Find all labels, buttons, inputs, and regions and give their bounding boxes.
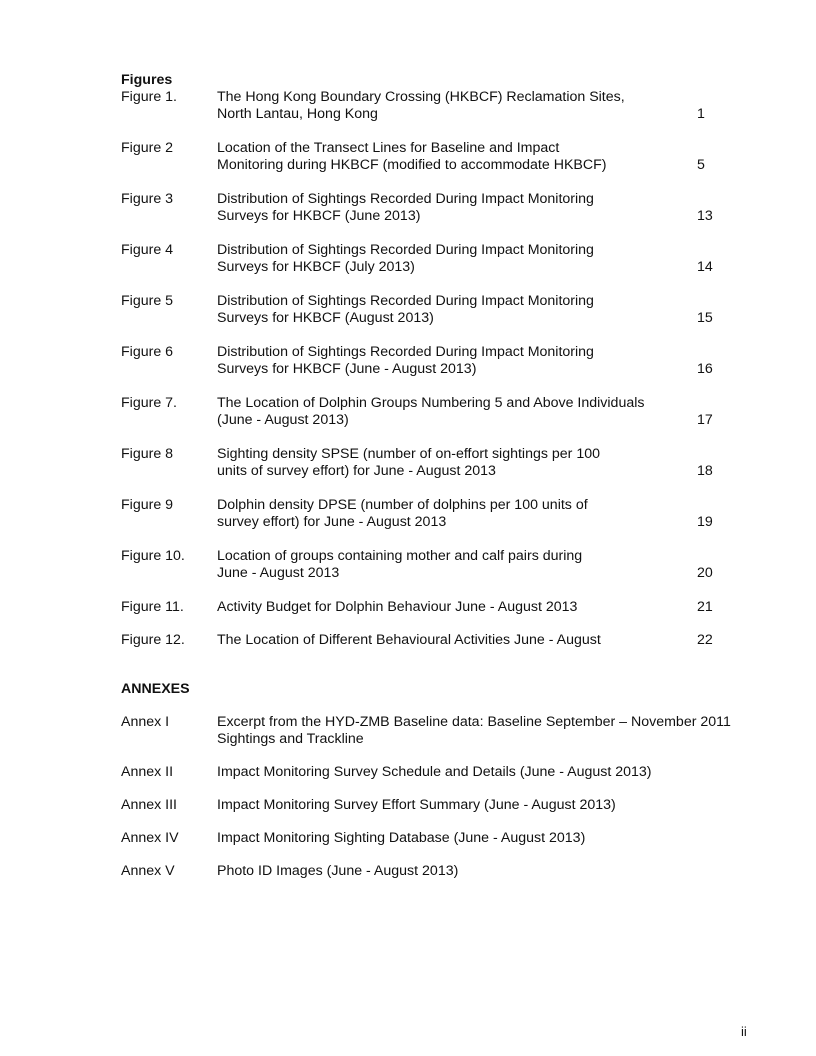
figure-title	[217, 242, 687, 276]
annex-title: Photo ID Images (June - August 2013)	[217, 863, 459, 879]
figure-entry	[121, 344, 721, 378]
figure-label: Figure 5	[121, 293, 174, 309]
figure-page-number: 13	[697, 208, 713, 224]
page-number: ii	[741, 1024, 747, 1039]
figure-title-line: The Location of Different Behavioural Activities June - August	[217, 632, 601, 648]
figure-label: Figure 8	[121, 446, 174, 462]
figure-title	[217, 89, 687, 123]
figure-title-line: Distribution of Sightings Recorded During Impact Monitoring	[217, 344, 594, 360]
figure-entry	[121, 497, 721, 531]
figure-title-line: Dolphin density DPSE (number of dolphins per 100 units of	[217, 497, 588, 513]
figure-title-line: Sighting density SPSE (number of on-effort sightings per 100	[217, 446, 601, 462]
figure-label: Figure 6	[121, 344, 174, 360]
annex-title-line: Excerpt from the HYD-ZMB Baseline data: Baseline September – November 2011	[217, 714, 731, 730]
figure-page-number: 22	[697, 632, 713, 648]
annex-label: Annex IV	[121, 830, 179, 846]
annex-title: Impact Monitoring Sighting Database (June - August 2013)	[217, 830, 586, 846]
annex-label: Annex V	[121, 863, 175, 879]
annex-label: Annex II	[121, 764, 174, 780]
figure-entry	[121, 446, 721, 480]
figure-title	[217, 191, 687, 225]
figure-entry	[121, 140, 721, 174]
figure-title	[217, 395, 687, 429]
annex-title	[217, 714, 757, 748]
figure-page-number: 17	[697, 412, 713, 428]
figure-title	[217, 497, 687, 531]
figure-title	[217, 140, 687, 174]
figure-title-line: units of survey effort) for June - August 2013	[217, 463, 496, 479]
annex-title: Impact Monitoring Survey Effort Summary (June - August 2013)	[217, 797, 616, 813]
figure-title	[217, 344, 687, 378]
figure-title-line: Surveys for HKBCF (June 2013)	[217, 208, 421, 224]
figure-title-line: Location of the Transect Lines for Baseline and Impact	[217, 140, 560, 156]
figure-label: Figure 12.	[121, 632, 185, 648]
figure-page-number: 20	[697, 565, 713, 581]
figures-heading: Figures	[121, 72, 173, 88]
figure-label: Figure 1.	[121, 89, 177, 105]
figure-entry	[121, 632, 721, 649]
figure-entry	[121, 89, 721, 123]
annex-entry	[121, 714, 761, 748]
figure-label: Figure 2	[121, 140, 174, 156]
figure-entry	[121, 293, 721, 327]
annex-label: Annex III	[121, 797, 177, 813]
figure-entry	[121, 548, 721, 582]
annex-title-line: Sightings and Trackline	[217, 731, 364, 747]
annex-entry	[121, 764, 761, 781]
figure-title-line: June - August 2013	[217, 565, 340, 581]
figure-label: Figure 3	[121, 191, 174, 207]
figure-label: Figure 4	[121, 242, 174, 258]
figures-list	[121, 72, 721, 649]
figure-entry	[121, 395, 721, 429]
figure-page-number: 14	[697, 259, 713, 275]
figure-title-line: Monitoring during HKBCF (modified to accommodate HKBCF)	[217, 157, 607, 173]
figure-page-number: 15	[697, 310, 713, 326]
figure-title-line: The Hong Kong Boundary Crossing (HKBCF) Reclamation Sites,	[217, 89, 625, 105]
figure-label: Figure 10.	[121, 548, 185, 564]
annex-entry	[121, 797, 761, 814]
figure-title	[217, 599, 687, 616]
annex-title: Impact Monitoring Survey Schedule and Details (June - August 2013)	[217, 764, 652, 780]
figure-title-line: Surveys for HKBCF (July 2013)	[217, 259, 415, 275]
figure-title-line: survey effort) for June - August 2013	[217, 514, 447, 530]
figure-label: Figure 11.	[121, 599, 184, 615]
annexes-list	[121, 681, 761, 880]
annex-label: Annex I	[121, 714, 170, 730]
figure-page-number: 5	[697, 157, 705, 173]
figure-title-line: Distribution of Sightings Recorded During Impact Monitoring	[217, 242, 594, 258]
figure-title	[217, 293, 687, 327]
figure-page-number: 16	[697, 361, 713, 377]
annexes-heading: ANNEXES	[121, 681, 190, 697]
figure-page-number: 18	[697, 463, 713, 479]
figure-entry	[121, 191, 721, 225]
figure-label: Figure 9	[121, 497, 174, 513]
figure-page-number: 19	[697, 514, 713, 530]
figure-title-line: Surveys for HKBCF (June - August 2013)	[217, 361, 477, 377]
figure-entry	[121, 599, 721, 616]
figure-title-line: Distribution of Sightings Recorded During Impact Monitoring	[217, 191, 594, 207]
figure-entry	[121, 242, 721, 276]
annex-entry	[121, 830, 761, 847]
figure-title-line: Location of groups containing mother and calf pairs during	[217, 548, 583, 564]
figure-title	[217, 446, 687, 480]
figure-page-number: 1	[697, 106, 705, 122]
figure-title-line: Surveys for HKBCF (August 2013)	[217, 310, 434, 326]
figure-title	[217, 632, 687, 649]
figure-title-line: The Location of Dolphin Groups Numbering 5 and Above Individuals	[217, 395, 645, 411]
figure-page-number: 21	[697, 599, 713, 615]
figure-title-line: (June - August 2013)	[217, 412, 349, 428]
figure-title-line: Activity Budget for Dolphin Behaviour June - August 2013	[217, 599, 578, 615]
figure-label: Figure 7.	[121, 395, 177, 411]
figure-title-line: North Lantau, Hong Kong	[217, 106, 378, 122]
figure-title-line: Distribution of Sightings Recorded During Impact Monitoring	[217, 293, 594, 309]
annex-entry	[121, 863, 761, 880]
figure-title	[217, 548, 687, 582]
